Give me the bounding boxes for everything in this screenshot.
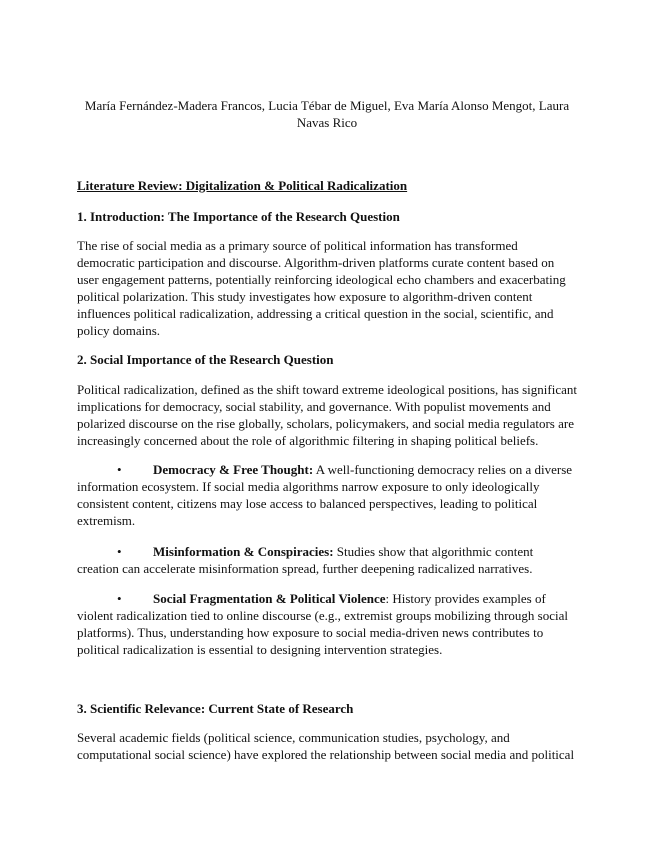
- bullet-text: A well-functioning democracy relies on a diverse information ecosystem. If social media algorithms narrow exposure to only ideologically consistent content, citizens may lose access to balanced perspectives, leading to political extremism.: [77, 462, 573, 528]
- bullet-symbol: •: [117, 462, 122, 477]
- scientific-relevance-paragraph: Several academic fields (political science, communication studies, psychology, and computational social science) have explored the relationship between social media and political: [77, 730, 575, 762]
- bullet-item-misinformation: [77, 543, 577, 577]
- bullet-item-democracy: [77, 461, 577, 529]
- bullet-text: : History provides examples of violent radicalization tied to online discourse (e.g., extremist groups mobilizing through social platforms). Thus, understanding how exposure to social media-driven news contributes to political radicalization is essential to designing intervention strategies.: [77, 591, 568, 657]
- social-importance-paragraph: Political radicalization, defined as the shift toward extreme ideological positions, has significant implications for democracy, social stability, and governance. With populist movements and polarized discourse on the rise globally, scholars, policymakers, and social media regulators are increasingly concerned about the role of algorithmic filtering in shaping political beliefs.: [77, 382, 577, 448]
- bullet-text: Studies show that algorithmic content creation can accelerate misinformation spread, further deepening radicalized narratives.: [77, 544, 534, 576]
- bullet-lead: Misinformation & Conspiracies:: [153, 544, 334, 559]
- introduction-paragraph: The rise of social media as a primary source of political information has transformed democratic participation and discourse. Algorithm-driven platforms curate content based on user engagement patterns, potentially reinforcing ideological echo chambers and exacerbating political polarization. This study investigates how exposure to algorithm-driven content influences political radicalization, addressing a critical question in the social, scientific, and policy domains.: [77, 238, 566, 338]
- bullet-item-fragmentation: [77, 590, 577, 658]
- section-heading-introduction: 1. Introduction: The Importance of the Research Question: [77, 209, 400, 224]
- bullet-symbol: •: [117, 544, 122, 559]
- bullet-lead: Social Fragmentation & Political Violence: [153, 591, 386, 606]
- section-heading-social-importance: 2. Social Importance of the Research Question: [77, 352, 334, 367]
- author-list: María Fernández-Madera Francos, Lucia Tébar de Miguel, Eva María Alonso Mengot, Laura Navas Rico: [84, 98, 570, 130]
- bullet-lead: Democracy & Free Thought:: [153, 462, 314, 477]
- section-heading-scientific-relevance: 3. Scientific Relevance: Current State of Research: [77, 701, 354, 716]
- bullet-symbol: •: [117, 591, 122, 606]
- document-title: Literature Review: Digitalization & Political Radicalization: [77, 178, 408, 193]
